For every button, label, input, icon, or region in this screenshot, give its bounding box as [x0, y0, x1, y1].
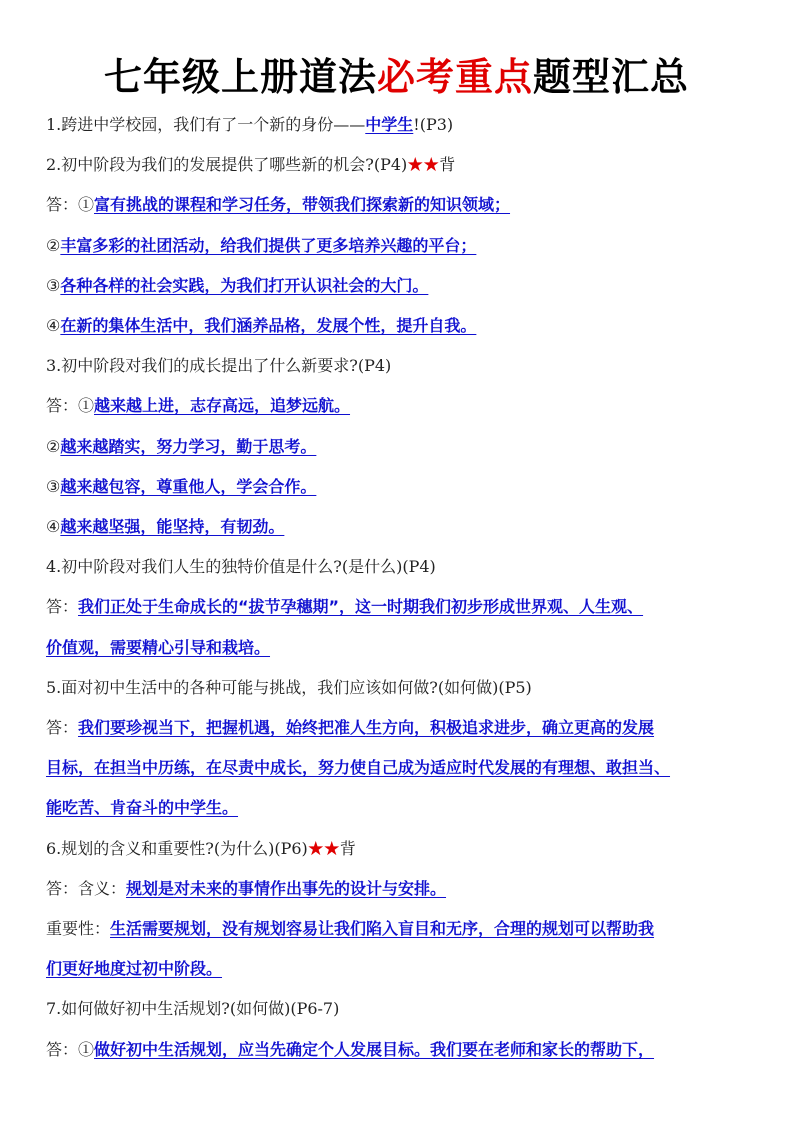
answer-line: [46, 918, 766, 940]
answer-text: 们更好地度过初中阶段。: [46, 959, 223, 979]
answer-prefix: ③: [46, 275, 61, 295]
answer-text: 价值观，需要精心引导和栽培。: [46, 637, 271, 657]
answer-text: 越来越包容，尊重他人，学会合作。: [60, 476, 317, 496]
question-text: 1.跨进中学校园，我们有了一个新的身份——: [46, 115, 366, 134]
answer-prefix: 答：①: [46, 396, 95, 416]
question-line: [46, 556, 766, 578]
answer-text: 越来越上进，志存高远，追梦远航。: [94, 396, 351, 416]
answer-prefix: 答：: [46, 718, 79, 737]
question-line: [46, 154, 766, 176]
title-part-3: 题型汇总: [533, 54, 690, 99]
answer-prefix: 答：①: [46, 195, 95, 215]
title-highlight: 必考重点: [376, 54, 533, 99]
answer-line: [46, 315, 766, 337]
answer-prefix: ②: [46, 235, 61, 255]
answer-line: [46, 275, 766, 297]
answer-line: [46, 516, 766, 538]
question-tail: 背: [339, 838, 356, 858]
answer-prefix: 答：含义：: [46, 878, 127, 898]
answer-text: 丰富多彩的社团活动，给我们提供了更多培养兴趣的平台；: [60, 235, 477, 255]
importance-stars: ★★: [407, 155, 440, 175]
answer-text: 越来越踏实，努力学习，勤于思考。: [60, 436, 317, 456]
answer-text: 越来越坚强，能坚持，有韧劲。: [60, 517, 285, 536]
question-tail: !(P3): [413, 115, 454, 134]
answer-line: [46, 637, 766, 659]
answer-text: 规划是对未来的事情作出事先的设计与安排。: [126, 878, 447, 898]
title-part-1: 七年级上册道法: [103, 54, 377, 99]
answer-line: [46, 797, 766, 819]
question-line: [46, 355, 766, 377]
question-line: [46, 838, 766, 860]
answer-prefix: ②: [46, 436, 61, 456]
answer-prefix: 答：①: [46, 1039, 95, 1059]
answer-line: [46, 194, 766, 216]
answer-prefix: ④: [46, 517, 61, 536]
answer-text: 能吃苦、肯奋斗的中学生。: [46, 798, 239, 818]
answer-line: [46, 235, 766, 257]
answer-line: [46, 717, 766, 739]
question-text: 4.初中阶段对我们人生的独特价值是什么?(是什么)(P4): [46, 557, 436, 577]
answer-text: 各种各样的社会实践，为我们打开认识社会的大门。: [60, 275, 429, 295]
answer-line: [46, 757, 766, 779]
answer-line: [46, 1039, 766, 1061]
question-line: [46, 998, 766, 1020]
question-text: 3.初中阶段对我们的成长提出了什么新要求?(P4): [46, 356, 392, 376]
answer-prefix: 重要性：: [46, 919, 111, 938]
answer-text: 中学生: [365, 115, 414, 134]
answer-prefix: ④: [46, 316, 61, 335]
answer-line: [46, 476, 766, 498]
answer-line: [46, 395, 766, 417]
answer-text: 富有挑战的课程和学习任务，带领我们探索新的知识领域；: [94, 195, 511, 215]
answer-text: 在新的集体生活中，我们涵养品格，发展个性，提升自我。: [60, 316, 477, 335]
question-tail: 背: [439, 155, 456, 175]
answer-prefix: 答：: [46, 597, 79, 617]
answer-line: [46, 596, 766, 618]
question-text: 6.规划的含义和重要性?(为什么)(P6): [46, 838, 308, 858]
answer-text: 我们正处于生命成长的“拔节孕穗期”，这一时期我们初步形成世界观、人生观、: [78, 597, 644, 617]
answer-text: 做好初中生活规划，应当先确定个人发展目标。我们要在老师和家长的帮助下，: [94, 1039, 655, 1059]
page-title: [0, 54, 793, 100]
answer-text: 生活需要规划，没有规划容易让我们陷入盲目和无序，合理的规划可以帮助我: [110, 919, 655, 938]
answer-prefix: ③: [46, 476, 61, 496]
question-text: 2.初中阶段为我们的发展提供了哪些新的机会?(P4): [46, 155, 408, 175]
answer-line: [46, 878, 766, 900]
importance-stars: ★★: [307, 838, 340, 858]
question-line: [46, 114, 766, 136]
question-line: [46, 677, 766, 699]
question-text: 7.如何做好初中生活规划?(如何做)(P6-7): [46, 999, 340, 1019]
answer-text: 目标，在担当中历练，在尽责中成长，努力使自己成为适应时代发展的有理想、敢担当、: [46, 758, 671, 778]
question-text: 5.面对初中生活中的各种可能与挑战，我们应该如何做?(如何做)(P5): [46, 677, 532, 697]
answer-text: 我们要珍视当下，把握机遇，始终把准人生方向，积极追求进步，确立更高的发展: [78, 718, 655, 737]
answer-line: [46, 958, 766, 980]
answer-line: [46, 436, 766, 458]
